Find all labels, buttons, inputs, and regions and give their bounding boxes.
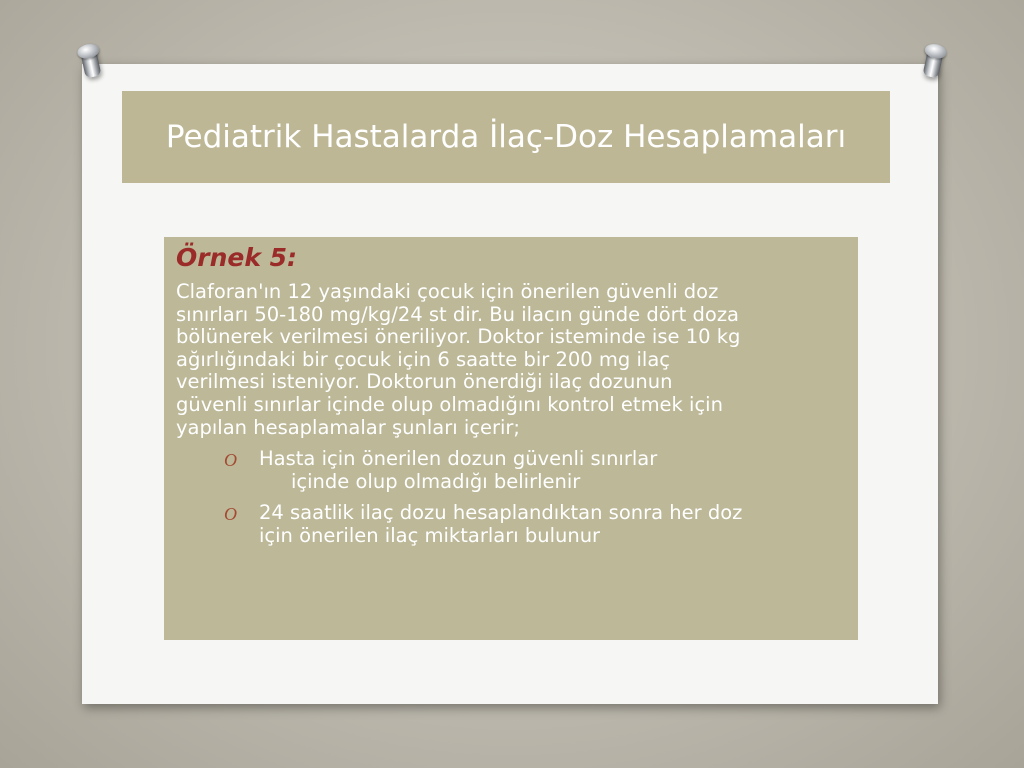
slide-title: Pediatrik Hastalarda İlaç-Doz Hesaplamaları: [165, 119, 847, 155]
bullet-line: Hasta için önerilen dozun güvenli sınırlar: [259, 447, 658, 471]
content-box: [164, 237, 858, 640]
body-paragraph: [176, 281, 846, 439]
pushpin-icon: [918, 42, 948, 86]
pushpin-icon: [76, 42, 106, 86]
paragraph-line: yapılan hesaplamalar şunları içerir;: [176, 415, 520, 439]
paragraph-line: bölünerek verilmesi öneriliyor. Doktor isteminde ise 10 kg: [176, 325, 741, 349]
bullet-list: [176, 447, 846, 547]
paragraph-line: sınırları 50-180 mg/kg/24 st dir. Bu ilacın günde dört doza: [176, 302, 740, 326]
bullet-marker-icon: O: [224, 504, 237, 525]
bullet-line: için önerilen ilaç miktarları bulunur: [259, 524, 601, 548]
bullet-line: içinde olup olmadığı belirlenir: [291, 470, 581, 494]
bullet-item: [176, 501, 846, 547]
bullet-marker-icon: O: [224, 450, 237, 471]
paragraph-line: güvenli sınırlar içinde olup olmadığını kontrol etmek için: [176, 392, 723, 416]
paragraph-line: Claforan'ın 12 yaşındaki çocuk için önerilen güvenli doz: [176, 280, 719, 303]
title-box: [122, 91, 890, 183]
paragraph-line: ağırlığındaki bir çocuk için 6 saatte bir 200 mg ilaç: [176, 347, 670, 371]
example-label: Örnek 5:: [176, 243, 298, 272]
bullet-line: 24 saatlik ilaç dozu hesaplandıktan sonra her doz: [259, 501, 743, 525]
bullet-item: [176, 447, 846, 493]
paragraph-line: verilmesi isteniyor. Doktorun önerdiği ilaç dozunun: [176, 370, 673, 394]
